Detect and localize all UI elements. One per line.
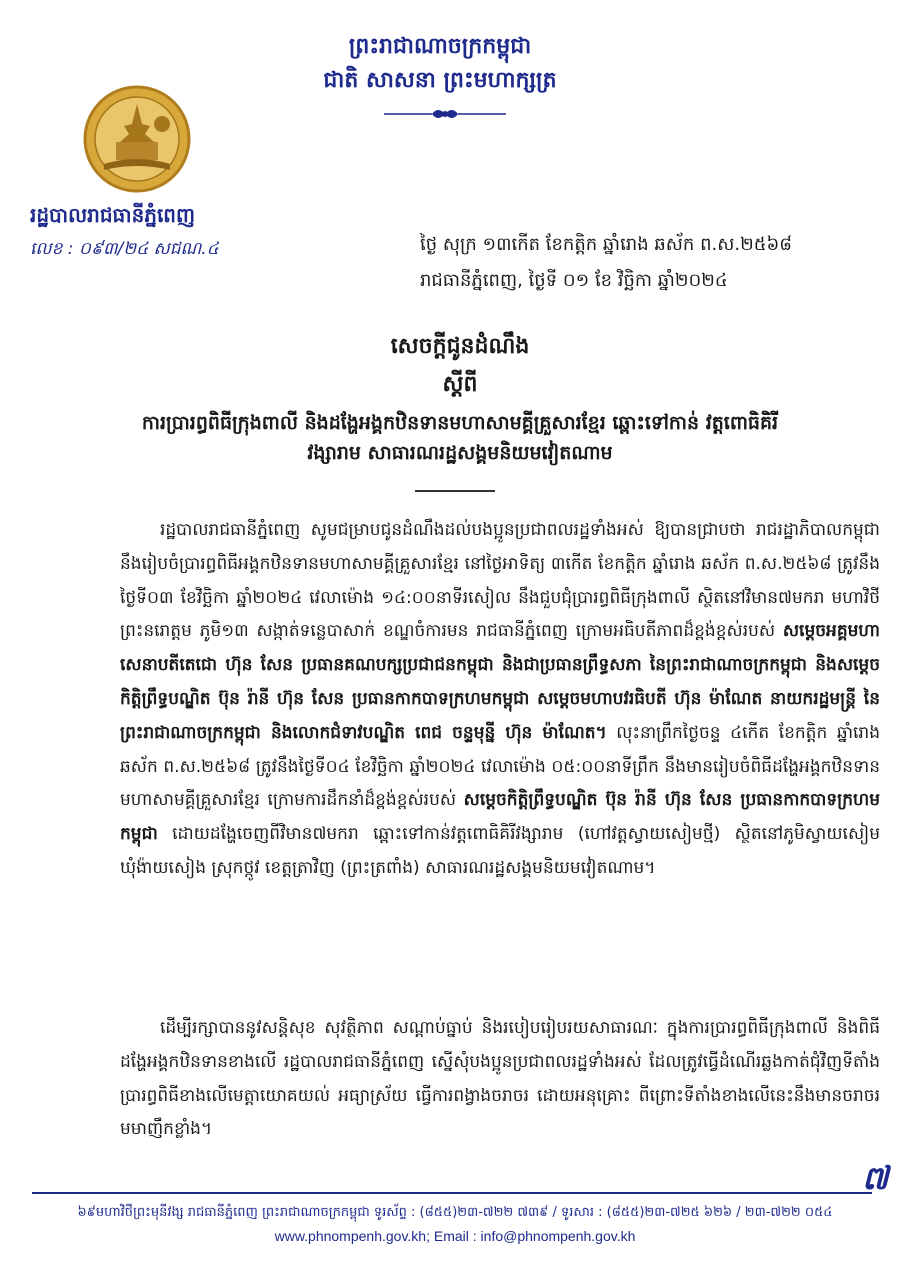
issuing-authority: រដ្ឋបាលរាជធានីភ្នំពេញ (30, 203, 196, 227)
ornament-divider-icon (380, 104, 510, 124)
document-subject-label: ស្តីពី (442, 372, 478, 397)
solar-date: រាជធានីភ្នំពេញ, ថ្ងៃទី ០១ ខែ វិច្ឆិកា ឆ្នាំ២០២៤ (420, 270, 728, 291)
paragraph-1-destination: ដោយដង្ហែចេញពីវិមាន៧មករា ឆ្ពោះទៅកាន់វត្តពោធិគិរីវង្សារាម (ហៅវត្តស្វាយសៀមថ្មី) ស្ថិតនៅភូមិស្វាយសៀម ឃុំង៉ាយសៀង ស្រុកថ្កូវ ខេត្តត្រាវិញ (ព្រះត្រពាំង) សាធារណរដ្ឋសង្គមនិយមវៀតណាម។ (120, 824, 880, 878)
national-motto: ជាតិ សាសនា ព្រះមហាក្សត្រ (323, 68, 557, 93)
letterhead (290, 30, 590, 98)
paragraph-1-procession: លុះនាព្រឹកថ្ងៃចន្ទ ៤កើត ខែកត្តិក ឆ្នាំរោង ឆស័ក ព.ស.២៥៦៨ ត្រូវនឹងថ្ងៃទី០៤ ខែវិច្ឆិកា ឆ្នាំ២០២៤ វេលាម៉ោង ០៥:០០នាទីព្រឹក នឹងមានរៀបចំពិធីដង្ហែអង្គកឋិនទានមហាសាមគ្គីគ្រួសារខ្មែរ ក្រោមការដឹកនាំដ៏ខ្ពង់ខ្ពស់របស់ (120, 722, 880, 811)
paragraph-1-intro: រដ្ឋបាលរាជធានីភ្នំពេញ សូមជម្រាបជូនដំណឹងដល់បងប្អូនប្រជាពលរដ្ឋទាំងអស់ ឱ្យបានជ្រាបថា រាជរដ្ឋាភិបាលកម្ពុជា នឹងរៀបចំប្រារព្ធពិធីអង្គកឋិនទានមហាសាមគ្គីគ្រួសារខ្មែរ នៅថ្ងៃអាទិត្យ ៣កើត ខែកត្តិក ឆ្នាំរោង ឆស័ក ព.ស.២៥៦៨ ត្រូវនឹងថ្ងៃទី០៣ ខែវិច្ឆិកា ឆ្នាំ២០២៤ វេលាម៉ោង ១៤:០០នាទីរសៀល នឹងជួបជុំប្រារព្ធពិធីក្រុងពាលី ស្ថិតនៅវិមាន៧មករា មហាវិថីព្រះនរោត្តម ភូមិ១៣ សង្កាត់ទន្លេបាសាក់ ខណ្ឌចំការមន រាជធានីភ្នំពេញ ក្រោមអធិបតីភាពដ៏ខ្ពង់ខ្ពស់របស់ (120, 520, 880, 642)
footer-contact: www.phnompenh.gov.kh; Email : info@phnompenh.gov.kh (274, 1228, 636, 1244)
paragraph-2-text: ដើម្បីរក្សាបាននូវសន្តិសុខ សុវត្ថិភាព សណ្តាប់ធ្នាប់ និងរបៀបរៀបរយសាធារណៈ ក្នុងការប្រារព្ធពិធីក្រុងពាលី និងពិធីដង្ហែអង្គកឋិនទានខាងលើ រដ្ឋបាលរាជធានីភ្នំពេញ ស្នើសុំបងប្អូនប្រជាពលរដ្ឋទាំងអស់ ដែលត្រូវធ្វើដំណើរឆ្លងកាត់ជុំវិញទីតាំងប្រារព្ធពិធីខាងលើមេត្តាយោគយល់ អធ្យាស្រ័យ ធ្វើការពង្វាងចរាចរ ដោយអនុគ្រោះ ពីព្រោះទីតាំងខាងលើនេះនឹងមានចរាចរមមាញឹកខ្លាំង។ (120, 1018, 880, 1140)
paragraph-1-dignitaries: សម្តេចអគ្គមហាសេនាបតីតេជោ ហ៊ុន សែន ប្រធានគណបក្សប្រជាជនកម្ពុជា និងជាប្រធានព្រឹទ្ធសភា នៃព្រះរាជាណាចក្រកម្ពុជា និងសម្តេចកិត្តិព្រឹទ្ធបណ្ឌិត ប៊ុន រ៉ានី ហ៊ុន សែន ប្រធានកាកបាទក្រហមកម្ពុជា សម្តេចមហាបវរធិបតី ហ៊ុន ម៉ាណែត នាយករដ្ឋមន្ត្រី នៃព្រះរាជាណាចក្រកម្ពុជា និងលោកជំទាវបណ្ឌិត ពេជ ចន្ទមុន្នី ហ៊ុន ម៉ាណែត។ (120, 621, 880, 743)
footer-address: ៦៩មហាវិថីព្រះមុនីវង្ស រាជធានីភ្នំពេញ ព្រះរាជាណាចក្រកម្ពុជា ទូរស័ព្ទ : (៨៥៥)២៣-៧២២ ៧៣៩ / ទូរសារ : (៨៥៥)២៣-៧២៥ ៦២៦ / ២៣-៧២២ ០៥៤ (77, 1205, 833, 1220)
city-seal-icon (82, 84, 192, 194)
document-subject: ការប្រារព្ធពិធីក្រុងពាលី និងដង្ហែអង្គកឋិនទានមហាសាមគ្គីគ្រួសារខ្មែរ ឆ្ពោះទៅកាន់ វត្តពោធិគិរីវង្សារាម សាធារណរដ្ឋសង្គមនិយមវៀតណាម (141, 412, 779, 464)
title-divider (415, 490, 495, 492)
page-number: ៧ (862, 1159, 889, 1197)
lunar-date: ថ្ងៃ សុក្រ ១៣កើត ខែកត្តិក ឆ្នាំរោង ឆស័ក ព.ស.២៥៦៨ (420, 234, 792, 255)
reference-number: លេខ : ០៩៣/២៤ សជណ.៤ (30, 239, 219, 259)
footer-divider (32, 1192, 872, 1194)
body-paragraph-1 (120, 514, 880, 886)
document-title: សេចក្តីជូនដំណឹង (390, 334, 530, 359)
body-paragraph-2 (120, 1012, 880, 1147)
paragraph-1-leader: សម្តេចកិត្តិព្រឹទ្ធបណ្ឌិត ប៊ុន រ៉ានី ហ៊ុន សែន ប្រធានកាកបាទក្រហមកម្ពុជា (120, 790, 880, 845)
kingdom-name: ព្រះរាជាណាចក្រកម្ពុជា (348, 34, 532, 59)
